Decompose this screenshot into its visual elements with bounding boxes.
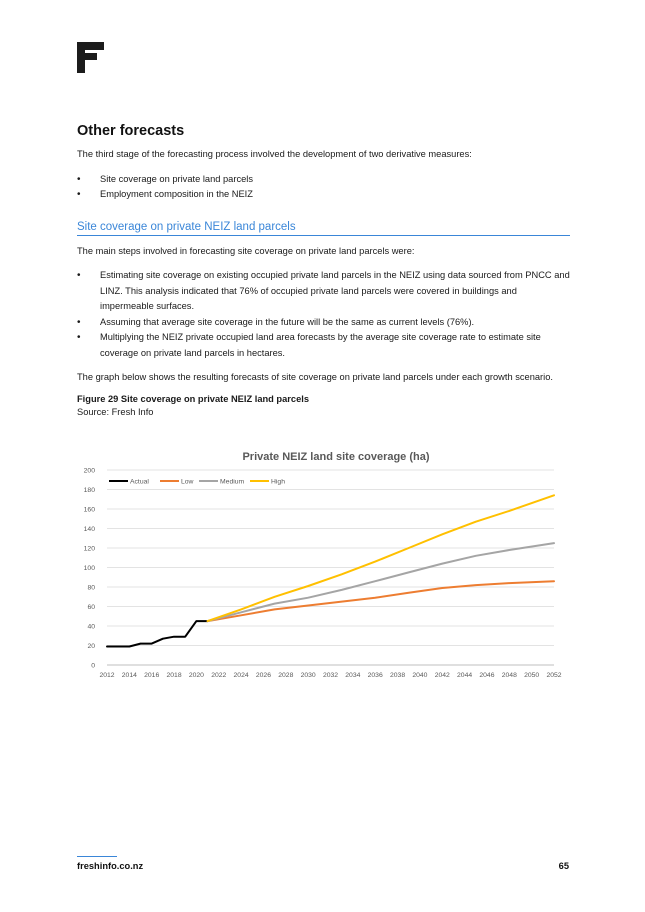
measures-list: [77, 172, 570, 203]
x-tick-label: 2052: [546, 672, 562, 679]
x-tick-label: 2032: [322, 672, 339, 679]
legend-label: Low: [181, 478, 194, 486]
legend-label: Actual: [130, 478, 149, 486]
page-number: 65: [558, 861, 569, 871]
section-title: Other forecasts: [77, 123, 185, 139]
y-tick-label: 20: [87, 643, 95, 650]
steps-list: [77, 268, 570, 361]
figure-source: Source: Fresh Info: [77, 406, 154, 417]
x-tick-label: 2018: [166, 672, 182, 679]
x-tick-label: 2050: [524, 672, 540, 679]
x-tick-label: 2012: [99, 672, 115, 679]
x-tick-label: 2048: [501, 672, 517, 679]
y-tick-label: 40: [87, 623, 95, 631]
x-tick-label: 2034: [345, 672, 361, 679]
graph-description: The graph below shows the resulting forecasts of site coverage on private land parcels under each growth scenario.: [77, 372, 553, 382]
site-coverage-chart: [66, 444, 570, 684]
x-tick-label: 2014: [121, 672, 137, 679]
x-tick-label: 2028: [278, 672, 294, 679]
y-tick-label: 140: [83, 526, 95, 533]
chart-title: Private NEIZ land site coverage (ha): [242, 451, 430, 463]
section-intro: The third stage of the forecasting process involved the development of two derivative measures:: [77, 149, 472, 159]
y-tick-label: 80: [87, 584, 95, 592]
list-item: • Multiplying the NEIZ private occupied land area forecasts by the average site coverage rate to estimate site coverage on private land parcels in hectares.: [77, 330, 570, 361]
footer-divider: [77, 856, 117, 857]
x-tick-label: 2036: [367, 672, 383, 679]
y-tick-label: 180: [83, 487, 95, 494]
series-line-high: [208, 495, 554, 621]
x-tick-label: 2040: [412, 672, 428, 679]
y-tick-label: 120: [83, 545, 95, 553]
list-item: • Employment composition in the NEIZ: [77, 187, 570, 203]
x-tick-label: 2044: [457, 672, 473, 679]
subsection-intro: The main steps involved in forecasting site coverage on private land parcels were:: [77, 245, 415, 256]
x-tick-label: 2022: [211, 672, 227, 679]
chart-canvas: [66, 444, 570, 684]
x-tick-label: 2046: [479, 672, 495, 679]
list-item: • Estimating site coverage on existing occupied private land parcels in the NEIZ using data sourced from PNCC and LINZ. This analysis indicated that 76% of occupied private land parcels were covered in buildings and impermeable surfaces.: [77, 268, 570, 315]
y-tick-label: 0: [91, 662, 95, 670]
y-tick-label: 200: [83, 467, 95, 475]
x-tick-label: 2020: [188, 672, 204, 679]
x-tick-label: 2030: [300, 672, 316, 679]
x-tick-label: 2016: [144, 672, 160, 679]
x-tick-label: 2038: [389, 672, 406, 679]
series-line-medium: [208, 543, 554, 621]
y-tick-label: 60: [87, 604, 95, 611]
x-tick-label: 2042: [434, 672, 450, 679]
x-tick-label: 2026: [255, 672, 272, 679]
x-tick-label: 2024: [233, 672, 249, 679]
series-line-actual: [107, 621, 208, 646]
document-body: [77, 123, 570, 419]
figure-caption: Figure 29 Site coverage on private NEIZ land parcels: [77, 393, 309, 404]
y-tick-label: 100: [83, 565, 95, 572]
legend-label: Medium: [220, 478, 245, 486]
fresh-info-logo: [77, 42, 104, 73]
list-item: • Assuming that average site coverage in the future will be the same as current levels (76%).: [77, 315, 570, 331]
footer-url[interactable]: freshinfo.co.nz: [77, 861, 144, 871]
legend-label: High: [271, 478, 285, 486]
y-tick-label: 160: [83, 506, 95, 514]
list-item: • Site coverage on private land parcels: [77, 172, 570, 188]
subsection-title: Site coverage on private NEIZ land parcels: [77, 221, 570, 236]
